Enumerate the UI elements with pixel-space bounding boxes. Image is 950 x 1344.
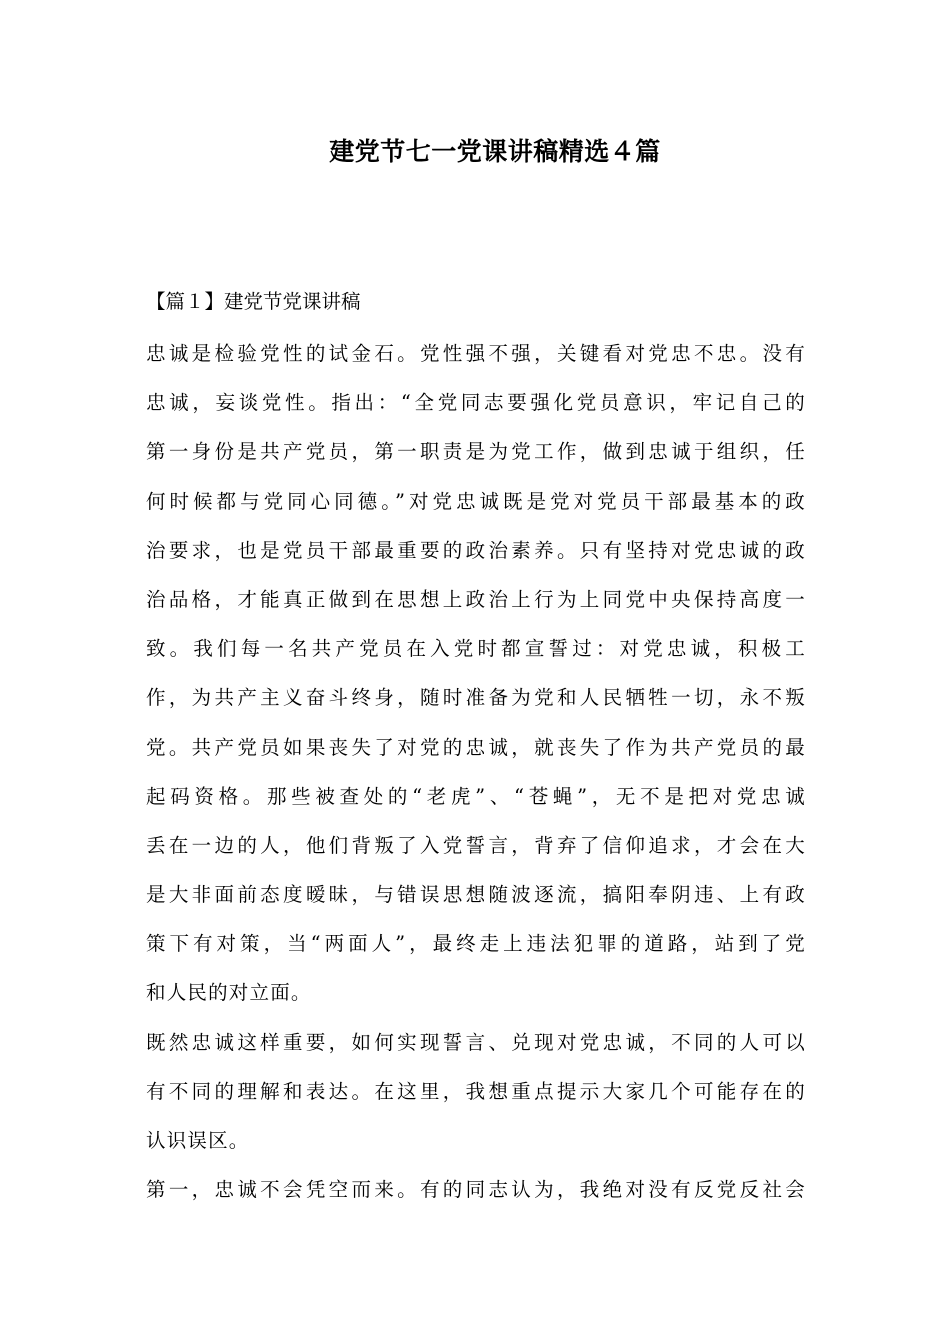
paragraph bbox=[146, 1165, 806, 1214]
paragraph-line: 策下有对策，当“两面人”，最终走上违法犯罪的道路，站到了党 bbox=[146, 932, 806, 956]
paragraph-line: 作，为共产主义奋斗终身，随时准备为党和人民牺牲一切，永不叛 bbox=[146, 686, 806, 710]
document-title: 建党节七一党课讲稿精选４篇 bbox=[329, 137, 661, 166]
paragraph-line: 第一身份是共产党员，第一职责是为党工作，做到忠诚于组织，任 bbox=[146, 440, 806, 464]
paragraph-line: 起码资格。那些被查处的“老虎”、“苍蝇”，无不是把对党忠诚 bbox=[146, 784, 806, 808]
section-heading: 【篇１】建党节党课讲稿 bbox=[146, 290, 361, 313]
paragraph bbox=[146, 1018, 806, 1166]
document-body bbox=[146, 284, 806, 1214]
paragraph bbox=[146, 329, 806, 1018]
paragraph-line: 何时候都与党同心同德。”对党忠诚既是党对党员干部最基本的政 bbox=[146, 489, 806, 513]
paragraph-line: 第一，忠诚不会凭空而来。有的同志认为，我绝对没有反党反社会 bbox=[146, 1178, 806, 1202]
paragraph-line: 忠诚是检验党性的试金石。党性强不强，关键看对党忠不忠。没有 bbox=[146, 342, 806, 365]
paragraph-line: 治品格，才能真正做到在思想上政治上行为上同党中央保持高度一 bbox=[146, 587, 806, 611]
paragraph-line: 忠诚，妄谈党性。指出：“全党同志要强化党员意识，牢记自己的 bbox=[146, 391, 806, 415]
paragraph-line: 和人民的对立面。 bbox=[146, 981, 312, 1005]
paragraph-line: 既然忠诚这样重要，如何实现誓言、兑现对党忠诚，不同的人可以 bbox=[146, 1030, 806, 1054]
paragraph-container bbox=[146, 329, 806, 1214]
paragraph-line: 致。我们每一名共产党员在入党时都宣誓过：对党忠诚，积极工 bbox=[146, 637, 806, 661]
paragraph-line: 党。共产党员如果丧失了对党的忠诚，就丧失了作为共产党员的最 bbox=[146, 735, 806, 759]
paragraph-line: 治要求，也是党员干部最重要的政治素养。只有坚持对党忠诚的政 bbox=[146, 538, 806, 562]
paragraph-line: 是大非面前态度暧昧，与错误思想随波逐流，搞阳奉阴违、上有政 bbox=[146, 883, 806, 907]
paragraph-line: 有不同的理解和表达。在这里，我想重点提示大家几个可能存在的 bbox=[146, 1079, 806, 1103]
paragraph-line: 丢在一边的人，他们背叛了入党誓言，背弃了信仰追求，才会在大 bbox=[146, 833, 806, 857]
paragraph-line: 认识误区。 bbox=[146, 1129, 250, 1152]
